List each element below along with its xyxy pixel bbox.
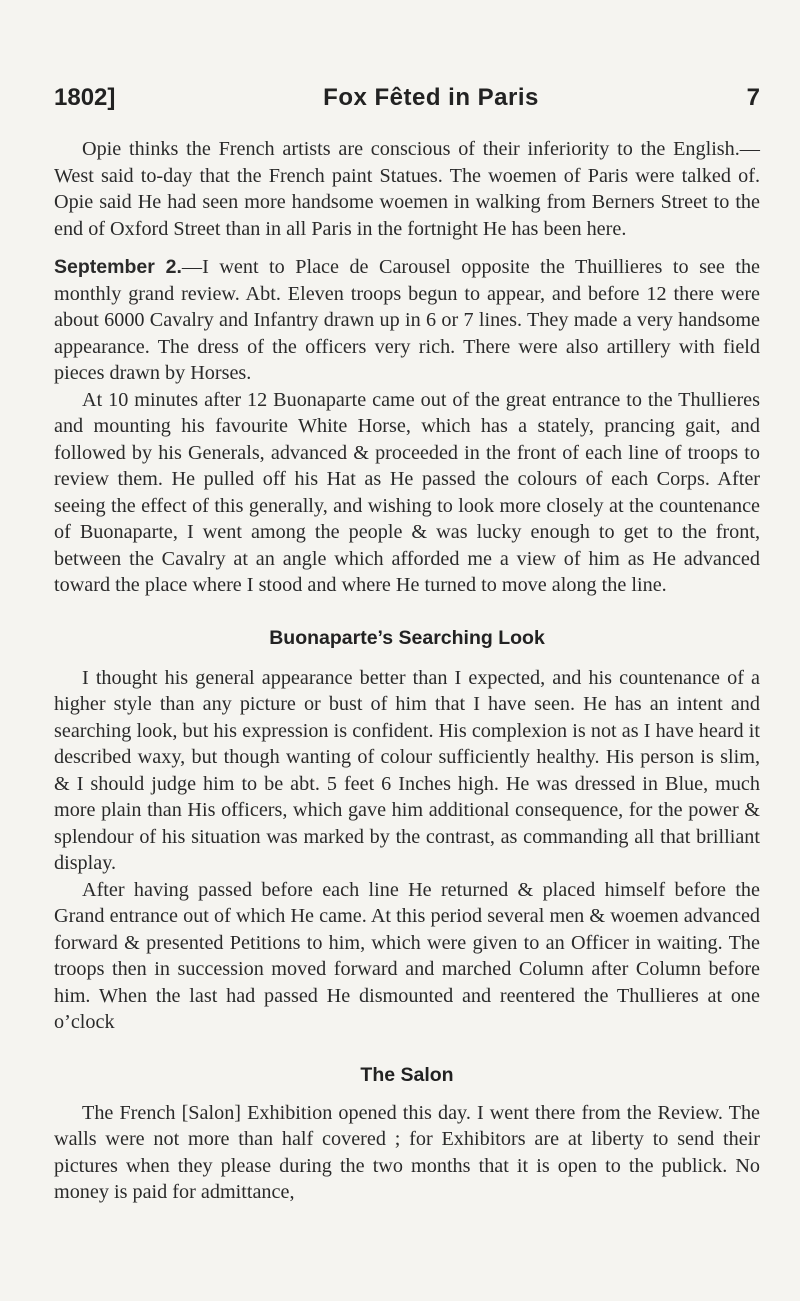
paragraph-review: At 10 minutes after 12 Buonaparte came out of the great entrance to the Thullieres and mounting his favourite White Horse, which has a stately, prancing gait, and followed by his Generals, advanced & proceeded in the front of each line of troops to review them. He pulled off his Hat as He passed the colours of each Corps. After seeing the effect of this generally, and wishing to look more closely at the countenance of Buonaparte, I went among the people & was lucky enough to get to the front, between the Cavalry at an angle which afforded me a view of him as He advanced toward the place where I stood and where He turned to move along the line. (54, 388, 760, 596)
paragraph-petitions: After having passed before each line He returned & placed himself before the Grand entrance out of which He came. At this period several men & woemen advanced forward & presented Petitions to him, which were given to an Officer in waiting. The troops then in succession moved forward and marched Column after Column before him. When the last had passed He dismounted and reentered the Thullieres at one o’clock (54, 878, 760, 1033)
date-lead: September 2. (54, 256, 182, 278)
paragraph-september-2-text: —I went to Place de Carousel opposite the Thuillieres to see the monthly grand review. Abt. Eleven troops begun to appear, and before 12 there were about 6000 Cavalry and Infantry drawn up in 6 or 7 lines. They made a very handsome appearance. The dress of the officers very rich. There were also artillery with field pieces drawn by Horses. (54, 256, 761, 384)
header-title: Fox Fêted in Paris (323, 84, 539, 111)
section-heading-salon: The Salon (360, 1063, 454, 1086)
paragraph-opie: Opie thinks the French artists are conscious of their inferiority to the English.—West said to-day that the French paint Statues. The woemen of Paris were talked of. Opie said He had seen more handsome woemen in walking from Berners Street to the end of Oxford Street than in all Paris in the fortnight He has been here. (54, 138, 760, 240)
section-heading-searching-look: Buonaparte’s Searching Look (269, 626, 545, 649)
page-number: 7 (746, 84, 760, 111)
running-header (54, 84, 760, 122)
paragraph-appearance: I thought his general appearance better than I expected, and his countenance of a higher style than any picture or bust of him that I have seen. He has an intent and searching look, but his expression is confident. His complexion is not as I have heard it described waxy, but though wanting of colour sufficiently healthy. His person is slim, & I should judge him to be abt. 5 feet 6 Inches high. He was dressed in Blue, much more plain than His officers, which gave him additional consequence, for the power & splendour of his situation was marked by the contrast, as commanding all that brilliant display. (54, 666, 760, 874)
book-page (54, 84, 760, 1206)
paragraph-salon: The French [Salon] Exhibition opened this day. I went there from the Review. The walls were not more than half covered ; for Exhibitors are at liberty to send their pictures when they please during the two months that it is open to the publick. No money is paid for admittance, (54, 1101, 760, 1203)
paragraph-september-2 (54, 254, 760, 387)
header-year: 1802] (54, 84, 116, 111)
